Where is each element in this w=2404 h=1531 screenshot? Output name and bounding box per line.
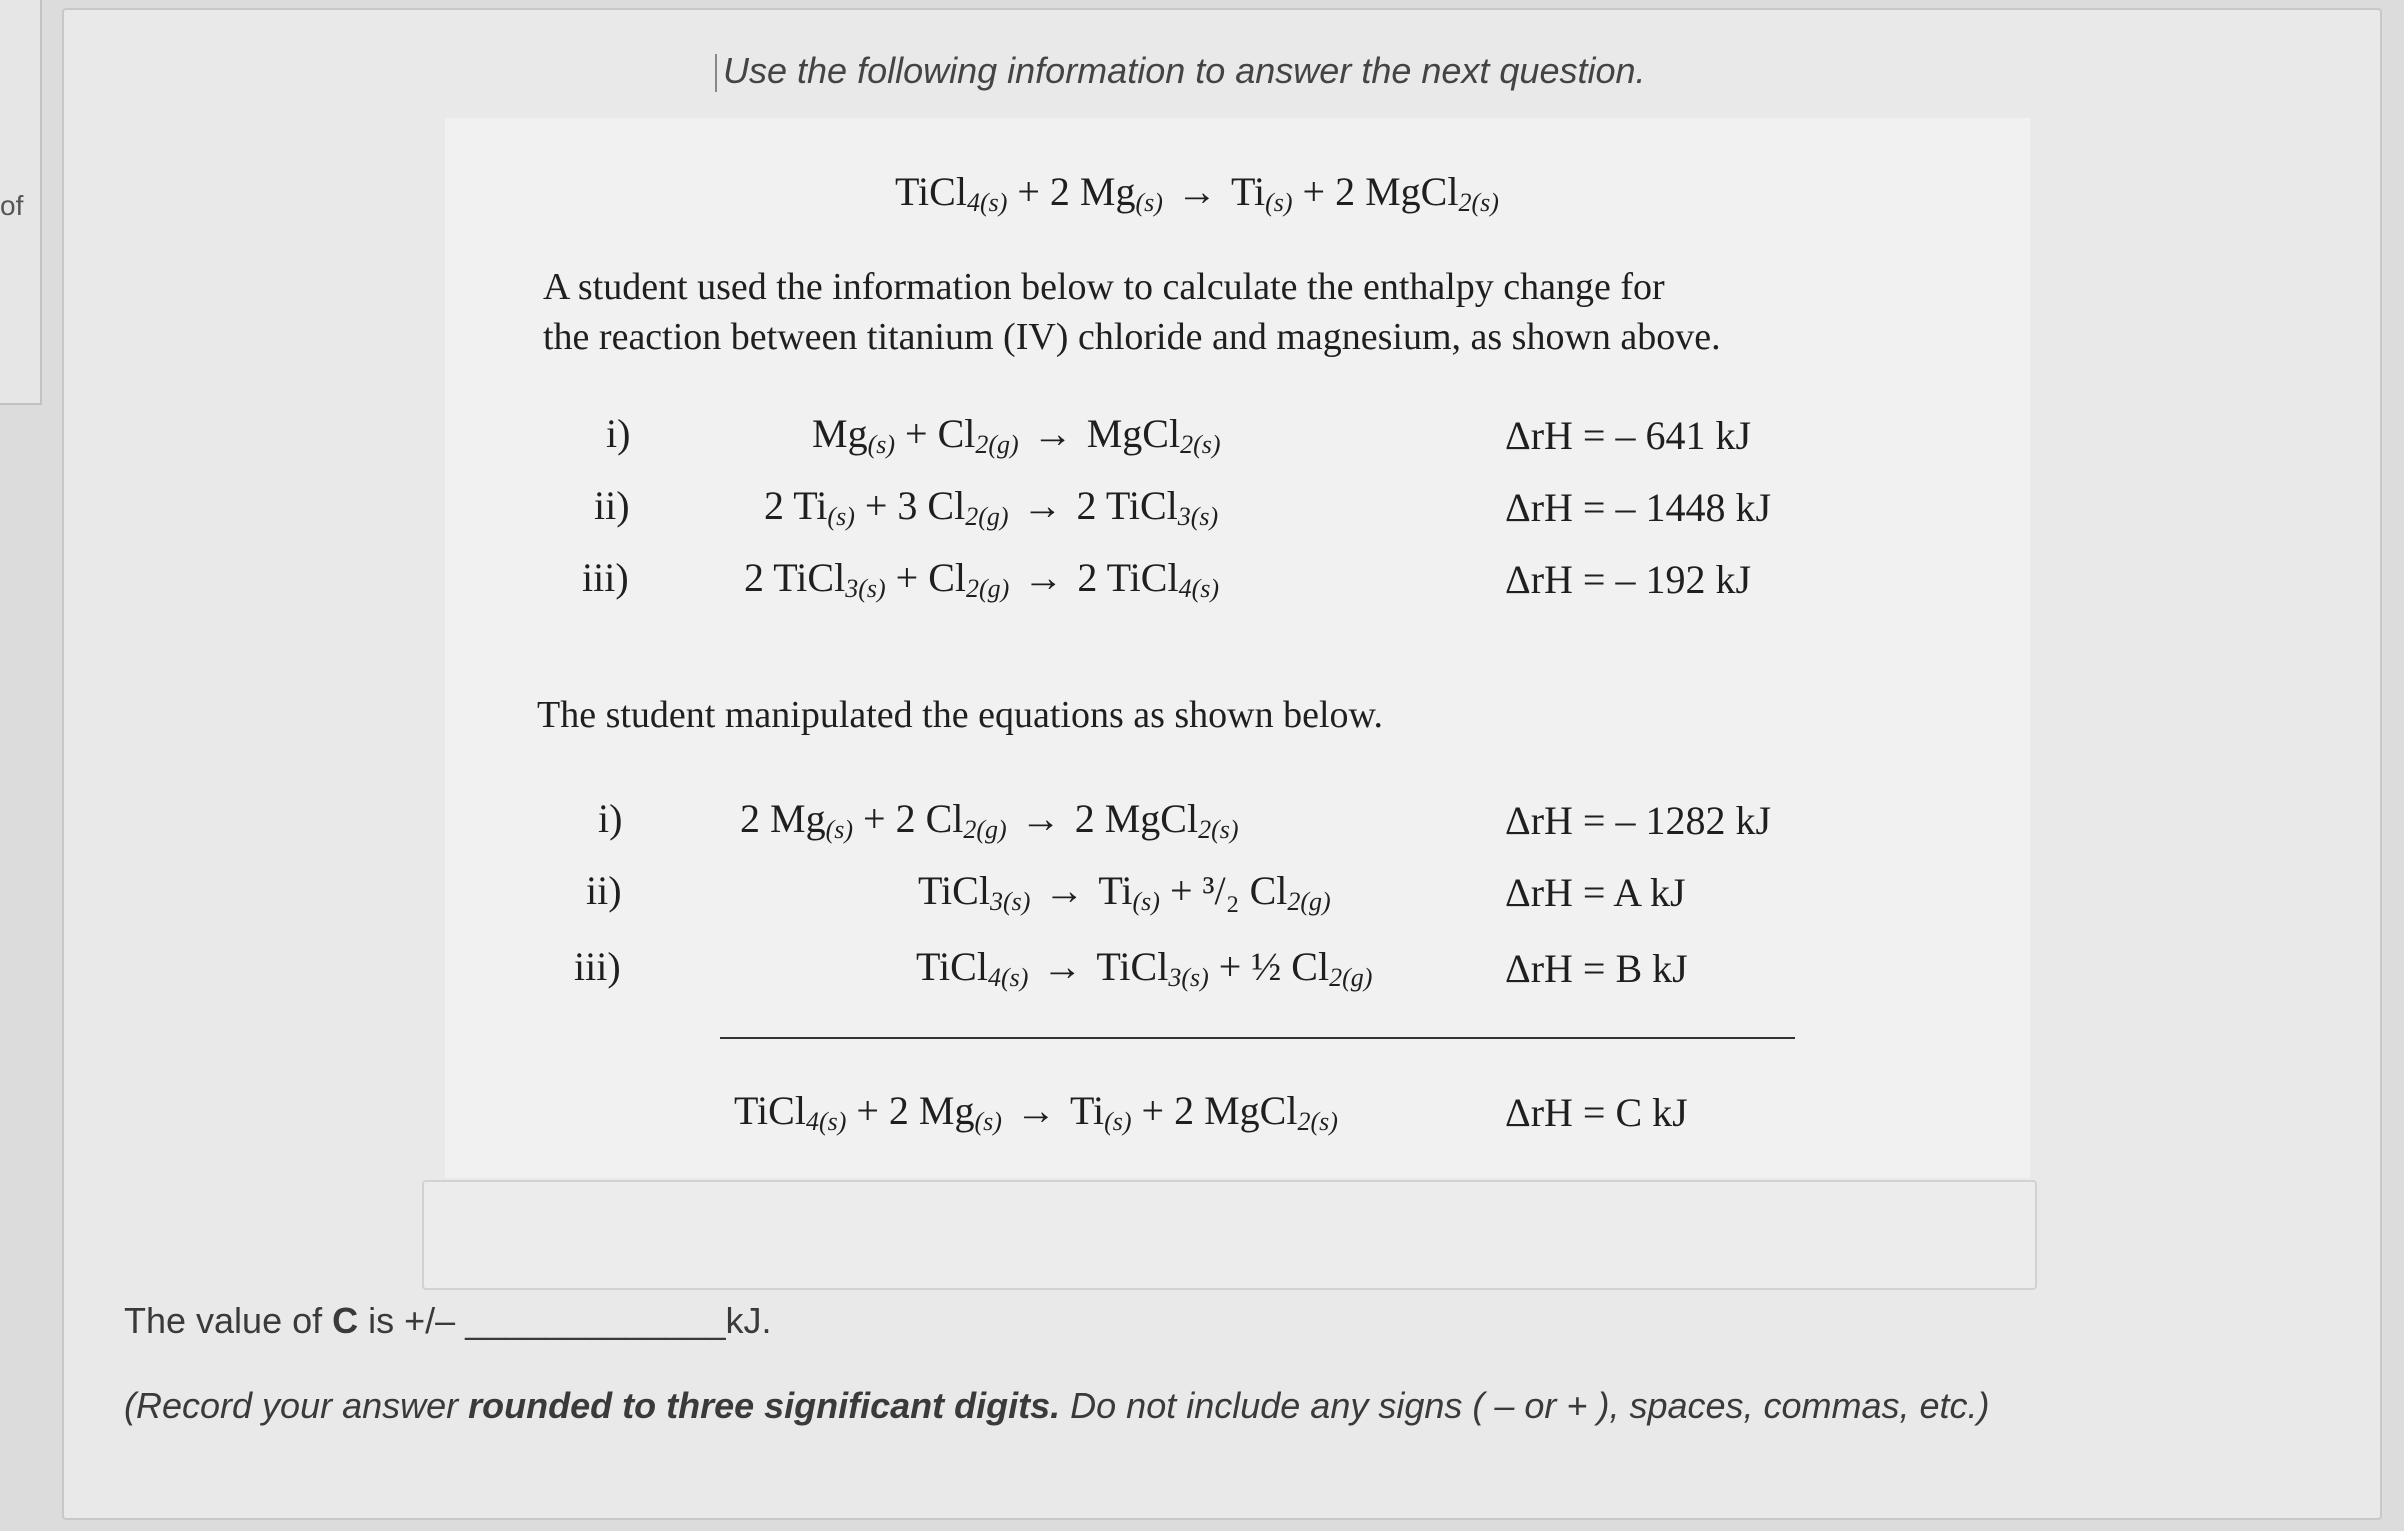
eq-term: + 2 Mg	[846, 1088, 975, 1133]
intro-text: Use the following information to answer the next question.	[723, 50, 1646, 91]
given-equation-2	[764, 482, 1218, 532]
eq-term: Ti	[1069, 1088, 1105, 1133]
eq-sub: 2(g)	[1287, 887, 1331, 916]
eq-sub: 4(s)	[987, 963, 1029, 992]
eq-sub: 2(s)	[1458, 188, 1499, 217]
manip-label-1: i)	[598, 796, 623, 841]
eq-term: TiCl	[895, 169, 967, 214]
eq-sub: (s)	[825, 815, 854, 844]
eq-sub: 4(s)	[1178, 574, 1219, 603]
manip-enthalpy-1: ΔrH = – 1282 kJ	[1505, 798, 1772, 843]
arrow-icon: →	[1042, 944, 1083, 989]
eq-term: + 2 Mg	[1007, 169, 1136, 214]
description-paragraph	[543, 262, 1721, 362]
text-cursor-bar	[715, 54, 717, 92]
description-line-1: A student used the information below to calculate the enthalpy change for	[543, 266, 1665, 308]
answer-instructions	[124, 1385, 1990, 1427]
summation-rule	[720, 1037, 1795, 1039]
arrow-icon: →	[1023, 555, 1064, 600]
net-equation	[734, 1087, 1338, 1137]
sidebar-fragment-text: of	[0, 190, 24, 221]
instruction-emphasis: rounded to three significant digits.	[468, 1385, 1061, 1426]
eq-term: TiCl	[916, 944, 988, 989]
answer-blank: _____________	[465, 1300, 726, 1341]
arrow-icon: →	[1032, 411, 1073, 456]
left-sidebar-strip	[0, 0, 42, 405]
main-equation	[895, 168, 1499, 218]
arrow-icon: →	[1044, 868, 1085, 913]
eq-term: TiCl	[1096, 944, 1169, 989]
eq-sub: (s)	[974, 1107, 1002, 1136]
eq-term: + Cl	[895, 411, 976, 456]
given-enthalpy-1: ΔrH = – 641 kJ	[1505, 413, 1752, 458]
eq-term: 2 TiCl	[1077, 555, 1179, 600]
manipulated-intro: The student manipulated the equations as shown below.	[537, 694, 1384, 736]
arrow-icon: →	[1022, 483, 1063, 528]
arrow-icon: →	[1020, 796, 1061, 841]
manip-label-3: iii)	[574, 944, 621, 989]
manip-equation-3	[916, 943, 1372, 993]
eq-sub: 2(g)	[1329, 963, 1373, 992]
eq-term: 2 MgCl	[1074, 796, 1199, 841]
eq-sub: 2(s)	[1180, 430, 1221, 459]
prompt-text: The value of	[124, 1300, 333, 1341]
eq-sub: 2(s)	[1198, 815, 1239, 844]
eq-term: + 3 Cl	[854, 483, 966, 528]
eq-term: MgCl	[1086, 411, 1181, 456]
eq-sub: 3(s)	[845, 574, 886, 603]
eq-sub: (s)	[1135, 188, 1163, 217]
given-enthalpy-2: ΔrH = – 1448 kJ	[1505, 485, 1772, 530]
eq-term: + Cl	[885, 555, 967, 600]
eq-term: 2 Mg	[740, 796, 826, 841]
eq-sub: (s)	[867, 430, 896, 459]
manip-enthalpy-3: ΔrH = B kJ	[1505, 946, 1688, 991]
question-intro	[715, 50, 1646, 92]
description-line-2: the reaction between titanium (IV) chloride and magnesium, as shown above.	[543, 316, 1721, 358]
eq-sub: (s)	[1265, 188, 1293, 217]
eq-term: + 2 MgCl	[1292, 169, 1459, 214]
eq-term: Ti	[1098, 868, 1133, 913]
arrow-icon: →	[1176, 169, 1217, 214]
eq-sub: 4(s)	[966, 188, 1008, 217]
given-label-1: i)	[606, 411, 631, 456]
eq-sub: (s)	[827, 502, 855, 531]
eq-term: 2 TiCl	[744, 555, 846, 600]
given-enthalpy-3: ΔrH = – 192 kJ	[1505, 557, 1752, 602]
eq-sub: 2(s)	[1297, 1107, 1338, 1136]
eq-sub: 2(g)	[963, 815, 1007, 844]
eq-sub: 3(s)	[989, 887, 1031, 916]
manip-equation-2	[918, 867, 1331, 917]
manip-label-2: ii)	[586, 868, 622, 913]
manip-equation-1	[740, 795, 1239, 845]
given-label-3: iii)	[582, 555, 629, 600]
given-equation-1	[812, 410, 1221, 460]
eq-term: + 2 Cl	[853, 796, 964, 841]
eq-term: + ½ Cl	[1208, 944, 1330, 989]
eq-sub: 3(s)	[1168, 963, 1209, 992]
eq-sub: 2(g)	[965, 502, 1009, 531]
eq-term: Ti	[1230, 169, 1266, 214]
net-enthalpy: ΔrH = C kJ	[1505, 1090, 1688, 1135]
given-label-2: ii)	[594, 483, 630, 528]
eq-term: + 2 MgCl	[1131, 1088, 1298, 1133]
prompt-text: is +/–	[358, 1300, 466, 1341]
arrow-icon: →	[1015, 1088, 1056, 1133]
eq-sub: 4(s)	[805, 1107, 847, 1136]
instruction-text: (Record your answer	[124, 1385, 469, 1426]
eq-term: Mg	[812, 411, 868, 456]
eq-sub: (s)	[1132, 887, 1160, 916]
prompt-unit: kJ.	[725, 1300, 772, 1341]
answer-prompt	[124, 1300, 771, 1342]
answer-input-area[interactable]	[422, 1180, 2037, 1290]
eq-sub: 2(g)	[975, 430, 1019, 459]
given-equation-3	[744, 554, 1219, 604]
eq-term: TiCl	[734, 1088, 806, 1133]
eq-sub: 2(g)	[966, 574, 1010, 603]
eq-sub: (s)	[1104, 1107, 1132, 1136]
eq-term: TiCl	[918, 868, 990, 913]
instruction-text: Do not include any signs ( – or + ), spaces, commas, etc.)	[1060, 1385, 1990, 1426]
eq-term: 2 Ti	[764, 483, 828, 528]
eq-term: + ³/₂ Cl	[1159, 868, 1288, 913]
prompt-variable: C	[332, 1300, 359, 1341]
manip-enthalpy-2: ΔrH = A kJ	[1505, 870, 1686, 915]
eq-term: 2 TiCl	[1076, 483, 1178, 528]
eq-sub: 3(s)	[1177, 502, 1219, 531]
